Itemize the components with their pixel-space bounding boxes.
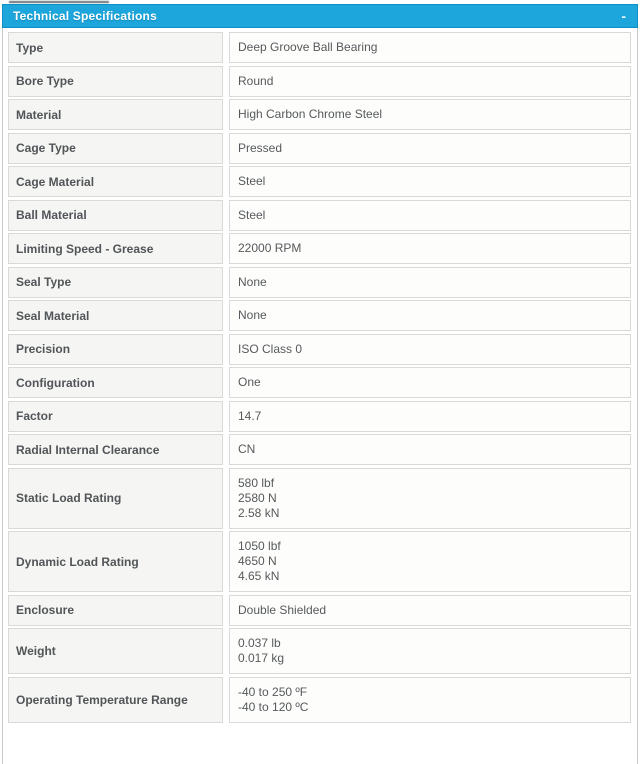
spec-value	[229, 531, 631, 592]
spec-value-line: Pressed	[238, 140, 283, 155]
spec-label: Material	[8, 99, 223, 130]
spec-label: Cage Type	[8, 133, 223, 164]
spec-label: Bore Type	[8, 66, 223, 97]
spec-value	[229, 200, 631, 231]
spec-label: Limiting Speed - Grease	[8, 233, 223, 264]
spec-row	[8, 200, 631, 231]
spec-value	[229, 468, 631, 529]
spec-value-line: Double Shielded	[238, 602, 327, 617]
spec-row	[8, 133, 631, 164]
spec-row	[8, 233, 631, 264]
spec-row	[8, 468, 631, 529]
collapse-minus-icon[interactable]: -	[621, 8, 626, 24]
spec-label: Radial Internal Clearance	[8, 434, 223, 465]
spec-label: Factor	[8, 401, 223, 432]
spec-row	[8, 628, 631, 674]
spec-value	[229, 233, 631, 264]
spec-value	[229, 66, 631, 97]
spec-label: Weight	[8, 628, 223, 674]
spec-row	[8, 99, 631, 130]
spec-row	[8, 677, 631, 723]
spec-row	[8, 66, 631, 97]
panel-title: Technical Specifications	[13, 9, 157, 23]
spec-value-line: -40 to 250 ºF	[238, 684, 308, 699]
spec-value-line: High Carbon Chrome Steel	[238, 107, 383, 121]
spec-value-line: None	[238, 274, 267, 289]
spec-value-line: 1050 lbf	[238, 539, 281, 553]
spec-value-line: 0.017 kg	[238, 651, 285, 665]
spec-value-line: 2.58 kN	[238, 505, 280, 520]
panel-header	[2, 4, 638, 28]
spec-value	[229, 334, 631, 365]
spec-value-line: 0.037 lb	[238, 636, 281, 650]
spec-row	[8, 32, 631, 63]
spec-label: Static Load Rating	[8, 468, 223, 529]
spec-label: Ball Material	[8, 200, 223, 231]
spec-value-line: 580 lbf	[238, 475, 275, 490]
spec-table	[2, 28, 638, 764]
spec-value-line: Steel	[238, 207, 266, 222]
spec-value-line: Round	[238, 73, 274, 88]
spec-row	[8, 595, 631, 626]
spec-label: Seal Type	[8, 267, 223, 298]
spec-value	[229, 133, 631, 164]
spec-value-line: 4.65 kN	[238, 569, 280, 583]
spec-value	[229, 595, 631, 626]
spec-value	[229, 32, 631, 63]
spec-value	[229, 99, 631, 130]
spec-row	[8, 434, 631, 465]
spec-label: Configuration	[8, 367, 223, 398]
spec-value	[229, 367, 631, 398]
spec-value	[229, 166, 631, 197]
spec-value	[229, 300, 631, 331]
spec-value-line: -40 to 120 ºC	[238, 699, 309, 714]
spec-value-line: One	[238, 375, 261, 389]
spec-row	[8, 334, 631, 365]
spec-row	[8, 300, 631, 331]
spec-value-line: 4650 N	[238, 554, 277, 568]
spec-value	[229, 677, 631, 723]
spec-value-line: 22000 RPM	[238, 241, 302, 255]
spec-label: Cage Material	[8, 166, 223, 197]
spec-row	[8, 267, 631, 298]
spec-label: Enclosure	[8, 595, 223, 626]
spec-label: Operating Temperature Range	[8, 677, 223, 723]
spec-value-line: 14.7	[238, 408, 262, 423]
spec-value-line: CN	[238, 442, 256, 456]
technical-specifications-panel	[2, 4, 638, 764]
spec-value-line: Deep Groove Ball Bearing	[238, 40, 378, 54]
spec-row	[8, 367, 631, 398]
spec-value	[229, 267, 631, 298]
spec-row	[8, 531, 631, 592]
spec-row	[8, 401, 631, 432]
spec-value-line: None	[238, 308, 267, 322]
spec-value-line: Steel	[238, 174, 266, 188]
spec-label: Seal Material	[8, 300, 223, 331]
spec-value	[229, 628, 631, 674]
spec-label: Precision	[8, 334, 223, 365]
cropped-content-artifact	[9, 1, 109, 3]
spec-label: Type	[8, 32, 223, 63]
spec-label: Dynamic Load Rating	[8, 531, 223, 592]
spec-row	[8, 166, 631, 197]
spec-value	[229, 434, 631, 465]
spec-value-line: ISO Class 0	[238, 341, 303, 356]
spec-value	[229, 401, 631, 432]
spec-value-line: 2580 N	[238, 490, 277, 505]
